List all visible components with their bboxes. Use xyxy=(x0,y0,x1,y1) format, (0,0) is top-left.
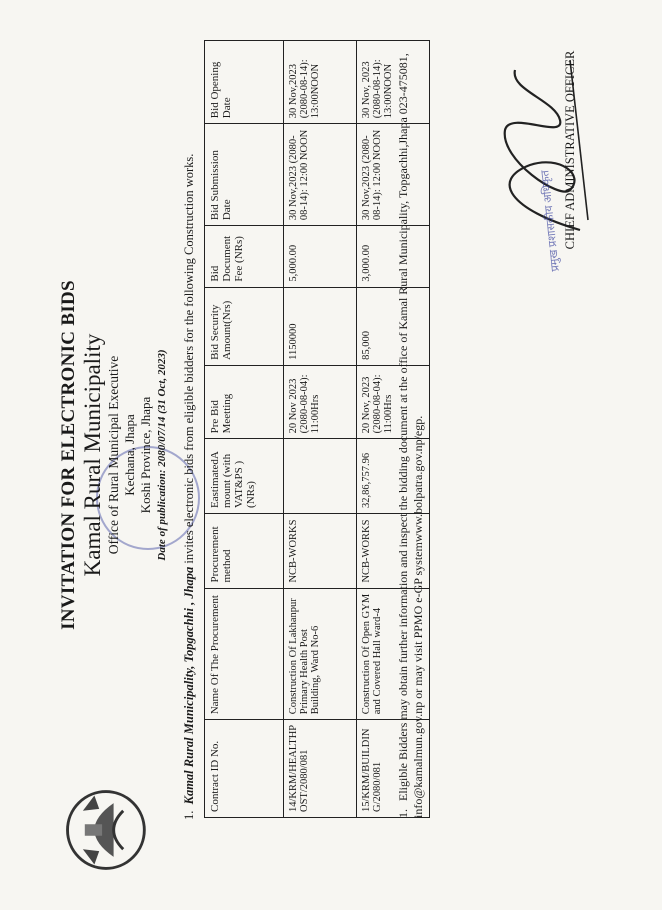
table-cell: 30 Nov,2023 (2080-08-14): 12:00 NOON xyxy=(284,124,357,226)
table-cell: 30 Nov, 2023 (2080-08-14): 13:00NOON xyxy=(357,41,430,124)
table-row xyxy=(284,41,357,818)
table-cell: 3,000.00 xyxy=(357,226,430,287)
table-cell: 85,000 xyxy=(357,287,430,365)
office-address-2: Koshi Province, Jhapa xyxy=(138,396,153,514)
table-cell: 32,86,757.96 xyxy=(357,439,430,514)
table-cell: 20 Nov, 2023 (2080-08-04): 11:00Hrs xyxy=(357,365,430,438)
municipality-name: Kamal Rural Municipality xyxy=(80,333,105,577)
intro-rest: invites electronic bids from eligible bidders for the following Construction works. xyxy=(182,153,196,567)
col-header: Bid Submission Date xyxy=(205,124,284,226)
footnote-number: 1. xyxy=(396,809,410,818)
intro-paragraph xyxy=(182,40,197,820)
officer-stamp: प्रमुख प्रशासकीय अधिकृत xyxy=(539,169,562,272)
table-cell: Construction Of Open GYM and Covered Hall ward-4 xyxy=(357,588,430,720)
heading-block xyxy=(58,0,179,910)
col-header: Name Of The Procurement xyxy=(205,588,284,720)
table-cell: 30 Nov,2023 (2080-08-14): 12:00 NOON xyxy=(357,124,430,226)
table-cell: 14/KRM/HEALTHP OST/2080/081 xyxy=(284,720,357,818)
col-header: Pre Bid Meetting xyxy=(205,365,284,438)
page-title: INVITATION FOR ELECTRONIC BIDS xyxy=(58,280,79,630)
col-header: Procurement method xyxy=(205,513,284,588)
table-cell: NCB-WORKS xyxy=(284,513,357,588)
table-cell xyxy=(284,439,357,514)
publication-date: Date of publication: 2080/07/14 (31 Oct, 2023) xyxy=(156,349,168,561)
office-name: Office of Rural Municipal Executive xyxy=(106,355,121,555)
table-cell: 1150000 xyxy=(284,287,357,365)
col-header: Bid Document Fee (NRs) xyxy=(205,226,284,287)
table-cell: NCB-WORKS xyxy=(357,513,430,588)
table-cell: 15/KRM/BUILDIN G/2080/081 xyxy=(357,720,430,818)
table-cell: Construction Of Lakhanpur Primary Health Post Building, Ward No-6 xyxy=(284,588,357,720)
col-header: Bid Opening Date xyxy=(205,41,284,124)
table-header-row xyxy=(205,41,284,818)
footnote xyxy=(396,38,426,818)
col-header: EastimatedA mount (with VAT&PS ) (NRs) xyxy=(205,439,284,514)
col-header: Bid Security Amount(Nrs) xyxy=(205,287,284,365)
table-cell: 20 Nov 2023 (2080-08-04): 11:00Hrs xyxy=(284,365,357,438)
table-cell: 5,000.00 xyxy=(284,226,357,287)
signatory-title: CHIEF ADMINISTRATIVE OFFICER xyxy=(563,50,577,250)
intro-bold: Kamal Rural Municipality, Topgachhi , Jhapa xyxy=(182,566,196,805)
office-address: Kechana, Jhapa xyxy=(122,414,137,496)
table-cell: 30 Nov,2023 (2080-08-14): 13:00NOON xyxy=(284,41,357,124)
col-header: Contract ID No. xyxy=(205,720,284,818)
intro-number: 1. xyxy=(182,810,196,820)
footnote-text: Eligible Bidders may obtain further information and inspect the bidding document at the office of Kamal Rural Municipality, Topgachhi,Jhapa 023-475081, info@kamalmun.gov.np or may visit PPMO e-GP systemwww.bolpatra.gov.np/egp. xyxy=(396,53,425,818)
